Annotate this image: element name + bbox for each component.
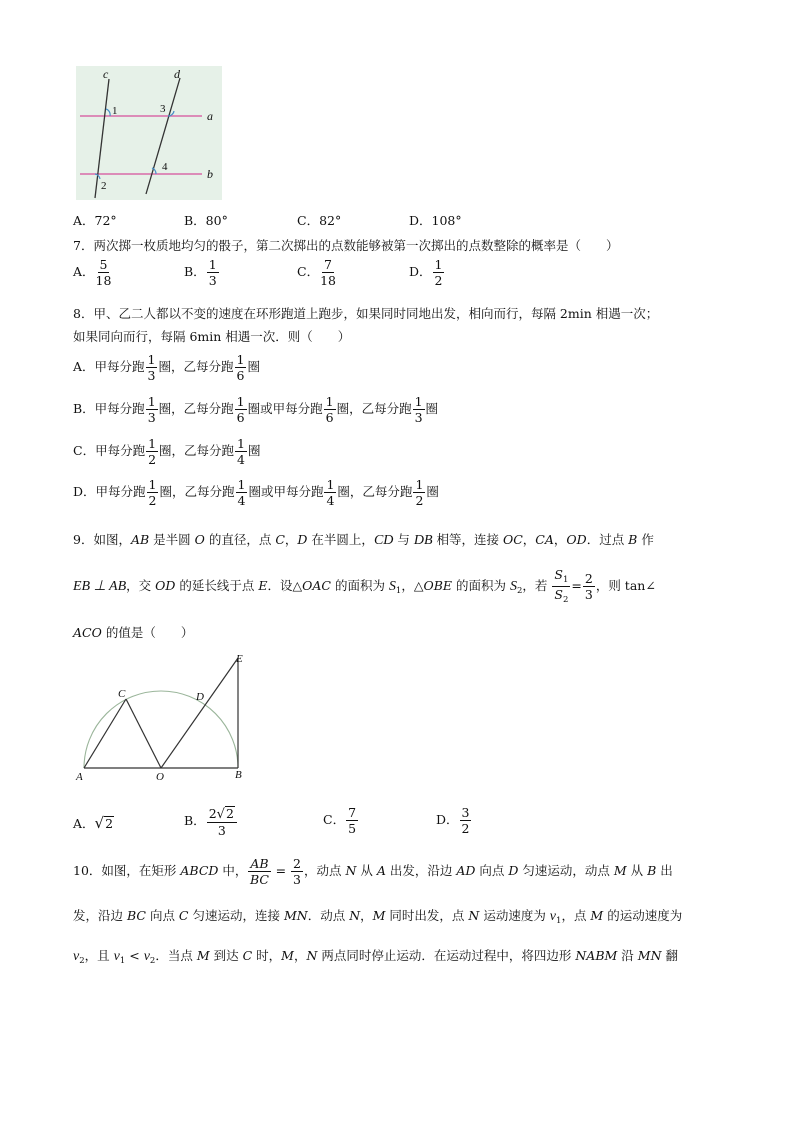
q7-a-fraction: $\frac{5}{18}$ — [95, 257, 112, 289]
q7-option-b: B． $\frac{1}{3}$ — [184, 257, 217, 289]
q7-option-c: C． $\frac{7}{18}$ — [297, 257, 336, 289]
q9-option-b: B． 2 √ 2 3 — [184, 806, 238, 837]
q10-stem-line2: 发，沿边 BC 向点 C 匀速运动，连接 MN．动点 N，M 同时出发，点 N 运动速度为 $v_1$，点 M 的运动速度为 — [73, 908, 683, 926]
q6-option-a: A．72° — [73, 213, 117, 228]
q8-option-a: A．甲每分跑 $\frac{1}{3}$ 圈，乙每分跑 $\frac{1}{6}$ 圈 — [73, 352, 260, 384]
point-d-label: D — [196, 691, 204, 703]
q9-option-d: D． $\frac{3}{2}$ — [436, 805, 470, 837]
q7-option-d: D． $\frac{1}{2}$ — [409, 257, 443, 289]
semicircle-figure — [72, 650, 262, 784]
q9-stem-line1: 9．如图，AB 是半圆 O 的直径，点 C，D 在半圆上，CD 与 DB 相等，连接 OC，CA，OD．过点 B 作 — [73, 532, 654, 548]
segment-oe — [161, 658, 238, 768]
q9-d-fraction: $\frac{3}{2}$ — [461, 805, 470, 837]
q7-stem: 7．两次掷一枚质地均匀的骰子，第二次掷出的点数能够被第一次掷出的点数整除的概率是（ ） — [73, 238, 619, 253]
figure-background — [76, 66, 222, 200]
point-b-label: B — [235, 769, 242, 781]
point-o-label: O — [156, 771, 164, 783]
q9-c-fraction: $\frac{7}{5}$ — [348, 805, 357, 837]
point-c-label: C — [118, 688, 126, 700]
q8-stem-line2: 如果同向而行，每隔 6min 相遇一次．则（ ） — [73, 329, 351, 344]
segment-ac — [84, 699, 126, 768]
label-2: 2 — [101, 180, 107, 192]
q7-b-fraction: $\frac{1}{3}$ — [208, 257, 217, 289]
point-e-label: E — [236, 653, 243, 665]
label-1: 1 — [112, 105, 118, 117]
label-b: b — [207, 167, 213, 181]
q10-ratio-fraction: $\frac{AB}{BC}$ — [250, 856, 269, 888]
label-3: 3 — [160, 103, 166, 115]
point-a-label: A — [76, 771, 83, 783]
q8-stem-line1: 8．甲、乙二人都以不变的速度在环形跑道上跑步，如果同时同地出发，相向而行，每隔 2min 相遇一次； — [73, 306, 659, 321]
q10-stem-line1: 10．如图，在矩形 ABCD 中， $\frac{AB}{BC}$ = $\frac{2}{3}$ ，动点 N 从 A 出发，沿边 AD 向点 D 匀速运动，动点 M 从 B 出 — [73, 856, 673, 888]
q10-stem-line3: $v_2$，且 $v_1 < v_2$．当点 M 到达 C 时，M，N 两点同时停止运动．在运动过程中，将四边形 NABM 沿 MN 翻 — [73, 948, 678, 966]
q9-stem-line2: EB ⊥ AB，交 OD 的延长线于点 E．设△OAC 的面积为 $S_1$，△OBE 的面积为 $S_2$，若 $\frac{S_1}{S_2}$ = $\frac{2}{3}$ ，则 tan∠ — [73, 567, 656, 605]
q8-option-d: D．甲每分跑 $\frac{1}{2}$ 圈，乙每分跑 $\frac{1}{4}$ 圈或甲每分跑 $\frac{1}{4}$ 圈，乙每分跑 $\frac{1}{2}$ 圈 — [73, 477, 439, 509]
label-c: c — [103, 67, 109, 81]
parallel-lines-figure — [76, 66, 222, 200]
q7-c-fraction: $\frac{7}{18}$ — [320, 257, 336, 289]
q8-option-c: C．甲每分跑 $\frac{1}{2}$ 圈，乙每分跑 $\frac{1}{4}$ 圈 — [73, 436, 261, 468]
q6-option-b: B．80° — [184, 213, 228, 228]
q9-a-sqrt: √ 2 — [94, 814, 114, 832]
q6-option-c: C．82° — [297, 213, 342, 228]
q7-d-fraction: $\frac{1}{2}$ — [434, 257, 443, 289]
q6-option-d: D．108° — [409, 213, 462, 228]
q9-stem-line3: ACO 的值是（ ） — [73, 625, 194, 640]
q9-ratio-fraction: $\frac{S_1}{S_2}$ — [554, 567, 569, 605]
q8-option-b: B．甲每分跑 $\frac{1}{3}$ 圈，乙每分跑 $\frac{1}{6}$ 圈或甲每分跑 $\frac{1}{6}$ 圈，乙每分跑 $\frac{1}{3}$ 圈 — [73, 394, 439, 426]
q9-b-fraction: 2 √ 2 3 — [207, 806, 237, 837]
q9-option-a: A． √ 2 — [73, 814, 114, 832]
label-4: 4 — [162, 161, 168, 173]
segment-oc — [126, 699, 161, 768]
label-d: d — [174, 67, 180, 81]
q7-option-a: A． $\frac{5}{18}$ — [73, 257, 112, 289]
label-a: a — [207, 109, 213, 123]
q9-option-c: C． $\frac{7}{5}$ — [323, 805, 357, 837]
